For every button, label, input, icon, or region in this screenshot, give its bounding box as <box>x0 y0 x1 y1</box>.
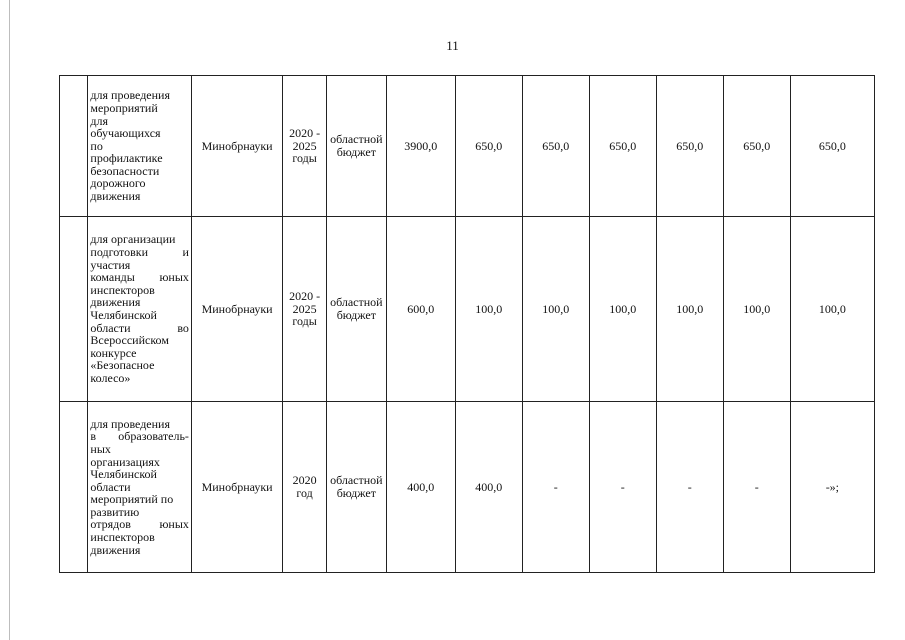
period-line: годы <box>292 151 317 166</box>
description-line: ных <box>90 441 111 456</box>
description-line: области <box>90 479 131 494</box>
year-amount-cell: - <box>522 402 589 573</box>
year-amount-cell: 650,0 <box>455 76 522 217</box>
total-amount-cell: 600,0 <box>386 217 455 402</box>
funding-source-line: бюджет <box>336 308 376 322</box>
table-row <box>60 76 875 217</box>
funding-source-line: бюджет <box>336 486 376 500</box>
year-amount-cell: - <box>589 402 656 573</box>
period-line: 2020 <box>292 473 317 488</box>
year-amount-cell: - <box>723 402 790 573</box>
year-amount-cell: 650,0 <box>790 76 874 217</box>
description-line: «Безопасное <box>90 358 155 373</box>
description-cell <box>88 217 192 402</box>
description-line: развитию <box>90 504 140 519</box>
table-row <box>60 402 875 573</box>
organization-cell: Минобрнауки <box>191 76 282 217</box>
description-line: безопасности <box>90 163 160 178</box>
period-line: 2025 <box>292 301 317 316</box>
year-amount-cell: 650,0 <box>522 76 589 217</box>
period-cell <box>283 402 327 573</box>
description-line: мероприятий <box>90 100 158 115</box>
description-line: инспекторов <box>90 282 155 297</box>
total-amount-cell: 400,0 <box>386 402 455 573</box>
organization-cell: Минобрнауки <box>191 217 282 402</box>
description-line: дорожного <box>90 176 146 191</box>
period-line: 2020 - <box>289 126 321 141</box>
year-amount-cell: 650,0 <box>589 76 656 217</box>
funding-source-line: областной <box>330 132 383 147</box>
description-line: для проведения <box>90 88 170 103</box>
funding-source-cell <box>326 402 386 573</box>
year-amount-cell: 100,0 <box>455 217 522 402</box>
year-amount-cell: 400,0 <box>455 402 522 573</box>
funding-source-line: областной <box>330 473 383 488</box>
period-cell <box>283 76 327 217</box>
description-line: Челябинской <box>90 308 157 322</box>
year-amount-cell: 650,0 <box>656 76 723 217</box>
year-amount-cell: 100,0 <box>589 217 656 402</box>
description-line: для проведения <box>90 416 170 431</box>
year-amount-cell: 650,0 <box>723 76 790 217</box>
funding-source-line: областной <box>330 295 383 310</box>
description-line: команды юных <box>90 270 189 285</box>
total-amount-cell: 3900,0 <box>386 76 455 217</box>
year-amount-cell: 100,0 <box>723 217 790 402</box>
period-line: 2025 <box>292 138 317 153</box>
page-edge-line <box>9 0 10 640</box>
description-line: движения <box>90 295 141 310</box>
year-amount-cell: - <box>656 402 723 573</box>
description-line: мероприятий по <box>90 492 174 507</box>
index-cell <box>60 76 88 217</box>
index-cell <box>60 217 88 402</box>
description-line: для <box>90 113 109 128</box>
description-line: Челябинской <box>90 467 157 482</box>
description-line: профилактике <box>90 151 163 166</box>
description-line: движения <box>90 189 141 204</box>
description-line: организациях <box>90 454 160 469</box>
description-line: движения <box>90 542 141 557</box>
description-line: Всероссийском <box>90 333 169 348</box>
period-line: 2020 - <box>289 289 321 304</box>
period-line: годы <box>292 314 317 329</box>
description-line: подготовки и <box>90 245 189 260</box>
funding-source-cell <box>326 217 386 402</box>
description-line: колесо» <box>90 370 131 385</box>
period-cell <box>283 217 327 402</box>
page-number: 11 <box>446 38 459 53</box>
description-line: для организации <box>90 232 176 247</box>
description-cell <box>88 402 192 573</box>
funding-source-line: бюджет <box>336 145 376 159</box>
funding-source-cell <box>326 76 386 217</box>
year-amount-cell: 100,0 <box>522 217 589 402</box>
year-amount-cell: -»; <box>790 402 874 573</box>
year-amount-cell: 100,0 <box>656 217 723 402</box>
period-line: год <box>296 486 313 500</box>
description-cell <box>88 76 192 217</box>
organization-cell: Минобрнауки <box>191 402 282 573</box>
description-line: инспекторов <box>90 530 155 545</box>
description-line: по <box>90 138 103 153</box>
description-line: в образователь- <box>90 429 189 444</box>
index-cell <box>60 402 88 573</box>
description-line: конкурсе <box>90 345 137 360</box>
description-line: участия <box>90 257 131 272</box>
table-row <box>60 217 875 402</box>
year-amount-cell: 100,0 <box>790 217 874 402</box>
description-line: области во <box>90 320 189 335</box>
description-line: обучающихся <box>90 126 161 141</box>
budget-table <box>59 75 875 573</box>
description-line: отрядов юных <box>90 517 189 532</box>
